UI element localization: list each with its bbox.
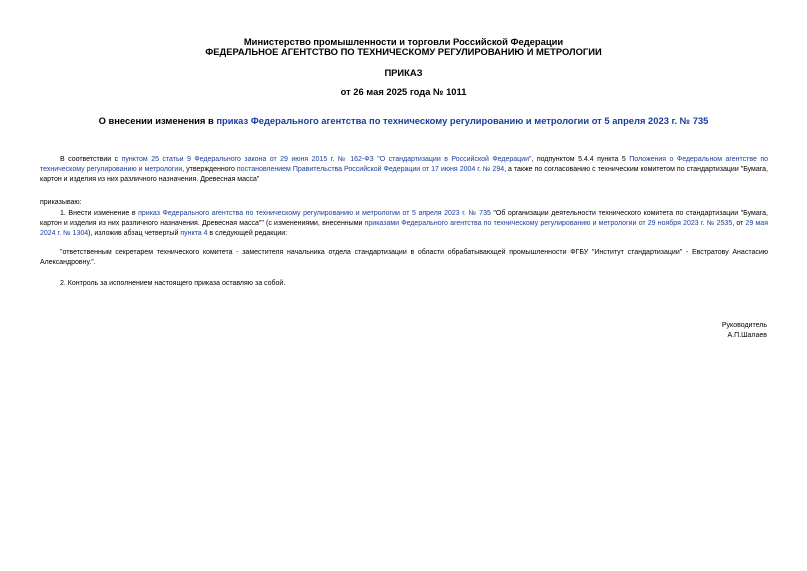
signature-position: Руководитель xyxy=(721,322,767,329)
document-date-number: от 26 мая 2025 года № 1011 xyxy=(340,86,467,97)
agency-heading: ФЕДЕРАЛЬНОЕ АГЕНТСТВО ПО ТЕХНИЧЕСКОМУ РЕГУЛИРОВАНИЮ И МЕТРОЛОГИИ xyxy=(205,46,602,57)
government-decree-link[interactable]: постановлением Правительства Российской Федерации от 17 июня 2004 г. № 294 xyxy=(236,166,505,173)
item1-text-1: 1. Внести изменение в xyxy=(60,210,139,217)
item1-text-3: , от xyxy=(732,220,746,227)
order-2535-link[interactable]: приказами Федерального агентства по техническому регулированию и метрологии от 29 ноября 2023 г. № 2535 xyxy=(364,220,733,227)
item1-text-2: "Об организации деятельности технического комитета по стандартизации "Бумага, картон и изделия из них различного назначения. Древесная масса"" (с изменениями, внесенными xyxy=(40,210,768,227)
item1-text-5: в следующей редакции: xyxy=(207,230,288,237)
title-prefix: О внесении изменения в xyxy=(98,115,217,126)
item1-text-4: ), изложив абзац четвертый xyxy=(88,230,181,237)
preamble-paragraph xyxy=(40,155,768,185)
order-word: приказываю: xyxy=(40,199,82,206)
signature-name: А.П.Шалаев xyxy=(727,332,767,339)
agency-regulation-link[interactable]: Положения о Федеральном агентстве по техническому регулированию и метрологии xyxy=(40,156,769,173)
federal-law-link[interactable]: пунктом 25 статьи 9 Федерального закона от 29 июня 2015 г. № 162-ФЗ "О стандартизации в Российской Федерации" xyxy=(121,156,532,163)
ministry-heading: Министерство промышленности и торговли Российской Федерации xyxy=(243,36,564,47)
quoted-text: "ответственным секретарем технического комитета - заместителя начальника отдела стандартизации в области обрабатывающей промышленности ФГБУ "Институт стандартизации" - Евстратову Анастасию Александровну.". xyxy=(40,249,768,266)
item-2-paragraph: 2. Контроль за исполнением настоящего приказа оставляю за собой. xyxy=(60,280,286,287)
preamble-text-4: , а также по согласованию с техническим комитетом по стандартизации "Бумага, картон и изделия из них различного назначения. Древесная масса" xyxy=(40,166,769,183)
preamble-text-2: , подпунктом 5.4.4 пункта 5 xyxy=(531,156,630,163)
document-title xyxy=(0,115,807,126)
order-735-link[interactable]: приказ Федерального агентства по техническому регулированию и метрологии от 5 апреля 2023 г. № 735 xyxy=(138,210,491,217)
document-type: ПРИКАЗ xyxy=(384,67,423,78)
order-1304-link[interactable]: 29 мая 2024 г. № 1304 xyxy=(40,220,768,237)
clause-4-link[interactable]: пункта 4 xyxy=(180,230,208,237)
item-1-paragraph xyxy=(40,209,768,239)
preamble-text-1: В соответствии с xyxy=(60,156,122,163)
title-order-link[interactable]: приказ Федерального агентства по техническому регулированию и метрологии от 5 апреля 2023 г. № 735 xyxy=(216,115,709,126)
preamble-text-3: , утвержденного xyxy=(182,166,237,173)
